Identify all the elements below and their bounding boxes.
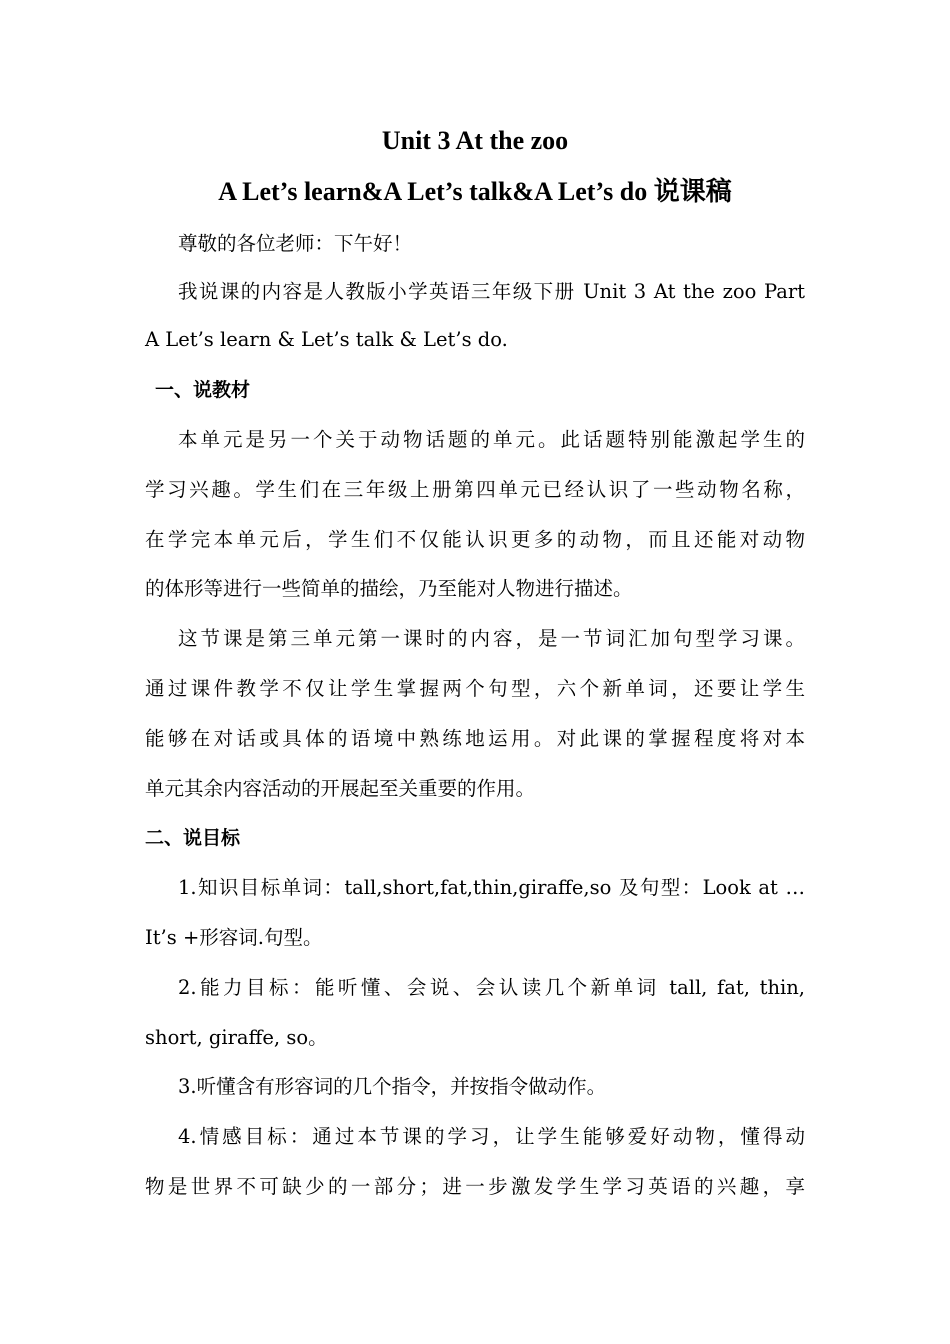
paragraph-line: 单元其余内容活动的开展起至关重要的作用。	[145, 777, 536, 800]
goal-ability-line-1: 2.能力目标：能听懂、会说、会认读几个新单词 tall, fat, thin,	[178, 976, 805, 999]
goal-listening: 3.听懂含有形容词的几个指令，并按指令做动作。	[178, 1075, 607, 1098]
paragraph-line: 在学完本单元后，学生们不仅能认识更多的动物，而且还能对动物	[145, 528, 805, 551]
document-title: Unit 3 At the zoo	[381, 126, 569, 155]
intro-line-1: 我说课的内容是人教版小学英语三年级下册 Unit 3 At the zoo Part	[178, 280, 805, 303]
section-heading-goals: 二、说目标	[145, 827, 241, 849]
paragraph-line: 学习兴趣。学生们在三年级上册第四单元已经认识了一些动物名称，	[145, 478, 805, 501]
section-heading-textbook: 一、说教材	[155, 379, 251, 401]
goal-ability-line-2: short, giraffe, so。	[145, 1026, 328, 1049]
paragraph-line: 的体形等进行一些简单的描绘，乃至能对人物进行描述。	[145, 577, 633, 600]
goal-emotion-line-1: 4.情感目标：通过本节课的学习，让学生能够爱好动物，懂得动	[178, 1125, 805, 1148]
paragraph-line: 本单元是另一个关于动物话题的单元。此话题特别能激起学生的	[178, 428, 805, 451]
paragraph-line: 能够在对话或具体的语境中熟练地运用。对此课的掌握程度将对本	[145, 727, 805, 750]
greeting: 尊敬的各位老师：下午好！	[178, 232, 413, 255]
goal-knowledge-line-2: It’s +形容词.句型。	[145, 926, 323, 949]
goal-emotion-line-2: 物是世界不可缺少的一部分；进一步激发学生学习英语的兴趣，享	[145, 1175, 805, 1198]
goal-knowledge-line-1: 1.知识目标单词：tall,short,fat,thin,giraffe,so 及句型：Look at …	[178, 876, 805, 899]
document-subtitle: A Let’s learn&A Let’s talk&A Let’s do 说课稿	[218, 177, 732, 206]
paragraph-line: 通过课件教学不仅让学生掌握两个句型，六个新单词，还要让学生	[145, 677, 805, 700]
intro-line-2: A Let’s learn & Let’s talk & Let’s do.	[145, 328, 508, 351]
paragraph-line: 这节课是第三单元第一课时的内容，是一节词汇加句型学习课。	[178, 627, 805, 650]
